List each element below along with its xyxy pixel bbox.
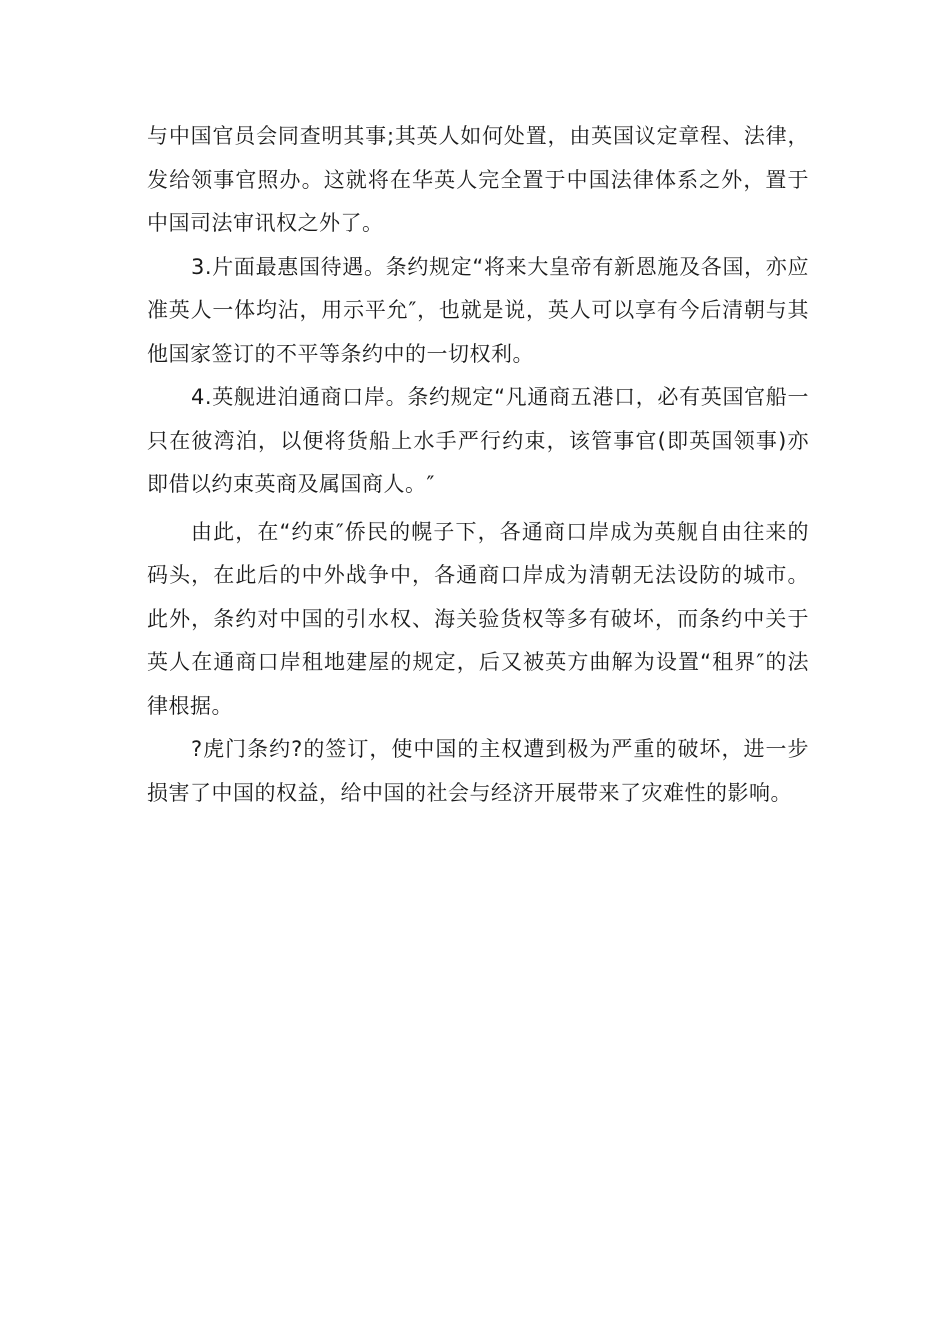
paragraph-consequences: 由此，在“约束″侨民的幌子下，各通商口岸成为英舰自由往来的码头，在此后的中外战争中，各通商口岸成为清朝无法设防的城市。此外，条约对中国的引水权、海关验货权等多有破坏，而条约中关于英人在通商口岸租地建屋的规定，后又被英方曲解为设置“租界″的法律根据。 <box>147 519 809 718</box>
document-body <box>147 115 809 815</box>
paragraph-consular-jurisdiction: 与中国官员会同查明其事;其英人如何处置，由英国议定章程、法律，发给领事官照办。这就将在华英人完全置于中国法律体系之外，置于中国司法审讯权之外了。 <box>147 124 809 235</box>
paragraph-warships-in-ports: 4.英舰进泊通商口岸。条约规定“凡通商五港口，必有英国官船一只在彼湾泊，以便将货船上水手严行约束，该管事官(即英国领事)亦即借以约束英商及属国商人。″ <box>147 385 809 496</box>
paragraph-conclusion: ?虎门条约?的签订，使中国的主权遭到极为严重的破坏，进一步损害了中国的权益，给中国的社会与经济开展带来了灾难性的影响。 <box>147 737 809 805</box>
paragraph-most-favored-nation: 3.片面最惠国待遇。条约规定“将来大皇帝有新恩施及各国，亦应准英人一体均沾，用示平允″，也就是说，英人可以享有今后清朝与其他国家签订的不平等条约中的一切权利。 <box>147 254 809 366</box>
